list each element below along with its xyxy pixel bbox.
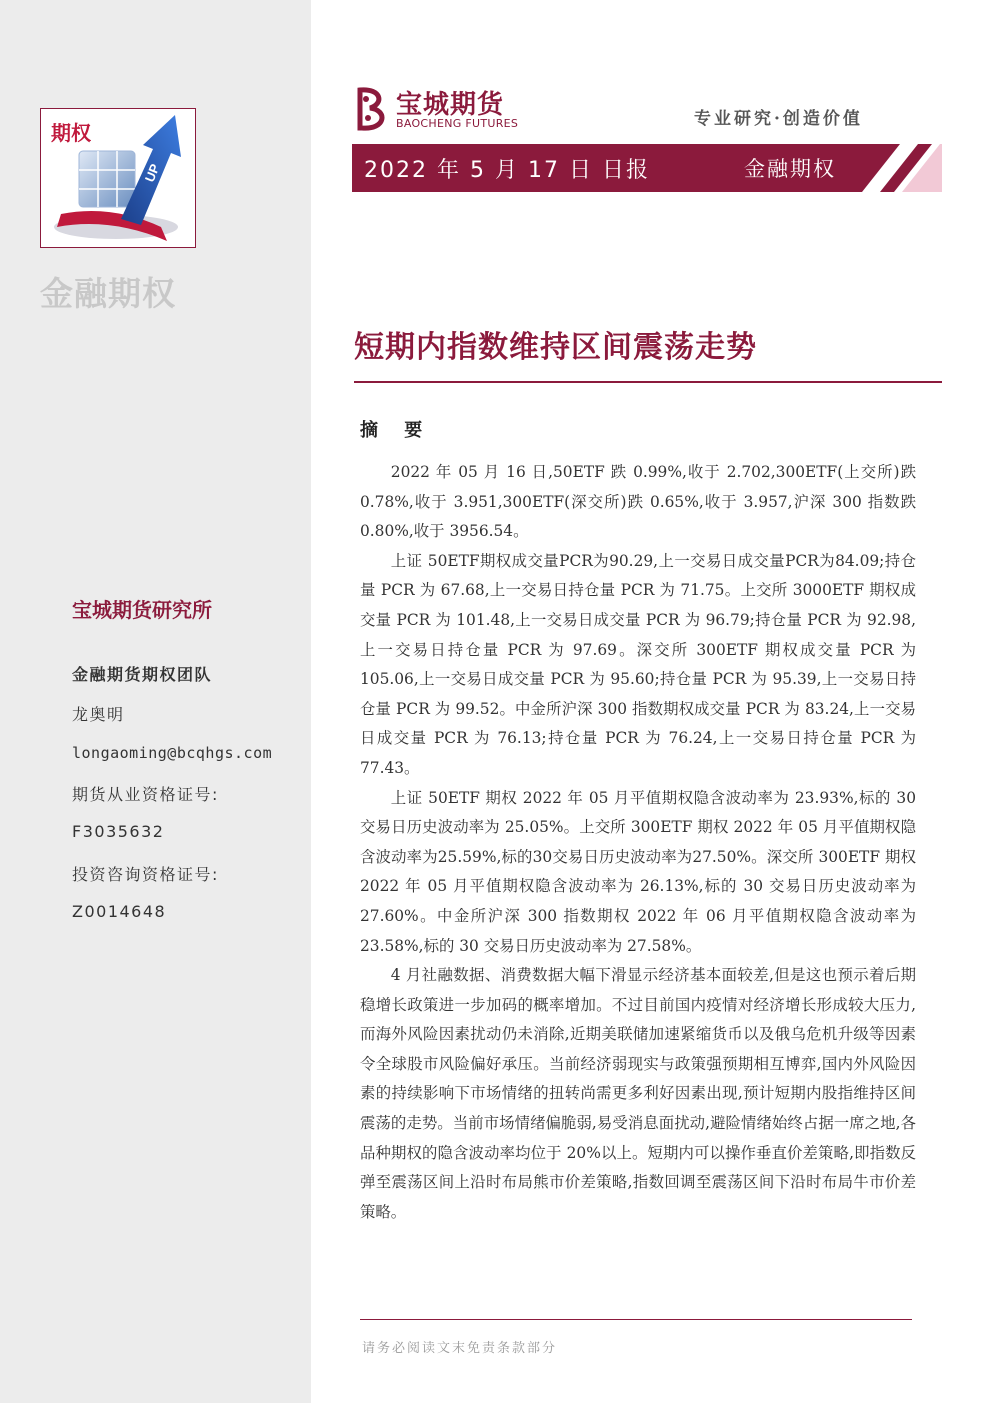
futures-cert-label: 期货从业资格证号: — [72, 785, 219, 804]
left-sidebar — [0, 0, 311, 1403]
paragraph: 4 月社融数据、消费数据大幅下滑显示经济基本面较差,但是这也预示着后期稳增长政策进一步加码的概率增加。不过目前国内疫情对经济增长形成较大压力,而海外风险因素扰动仍未消除,近期美联储加速紧缩货币以及俄乌危机升级等因素令全球股市风险偏好承压。当前经济弱现实与政策强预期相互博弈,国内外风险因素的持续影响下市场情绪的扭转尚需更多利好因素出现,预计短期内股指维持区间震荡的走势。当前市场情绪偏脆弱,易受消息面扰动,避险情绪始终占据一席之地,各品种期权的隐含波动率均位于 20%以上。短期内可以操作垂直价差策略,即指数反弹至震荡区间上沿时布局熊市价差策略,指数回调至震荡区间下沿时布局牛市价差策略。 — [360, 966, 916, 1221]
slogan: 专业研究·创造价值 — [694, 109, 863, 129]
brand-name: 宝城期货 — [396, 90, 505, 120]
analyst-email[interactable]: longaoming@bcqhgs.com — [72, 744, 273, 762]
title-divider — [354, 381, 942, 383]
institute-name: 宝城期货研究所 — [72, 598, 212, 622]
brand-b-icon — [354, 86, 392, 132]
analyst-name: 龙奥明 — [72, 705, 125, 724]
logo-options-label: 期权 — [51, 121, 91, 145]
report-category: 金融期权 — [744, 157, 836, 181]
date-band — [352, 144, 942, 192]
abstract-heading: 摘 要 — [360, 420, 433, 441]
sidebar-category: 金融期权 — [40, 274, 176, 313]
paragraph: 上证 50ETF期权成交量PCR为90.29,上一交易日成交量PCR为84.09;持仓量 PCR 为 67.68,上一交易日持仓量 PCR 为 71.75。上交所 3000ETF 期权成交量 PCR 为 101.48,上一交易日成交量 PCR 为 96.79;持仓量 PCR 为 92.98,上一交易日持仓量 PCR 为 97.69。深交所 300ETF 期权成交量 PCR 为 105.06,上一交易日成交量 PCR 为 95.60;持仓量 PCR 为 95.39,上一交易日持仓量 PCR 为 99.52。中金所沪深 300 指数期权成交量 PCR 为 83.24,上一交易日成交量 PCR 为 76.13;持仓量 PCR 为 76.24,上一交易日持仓量 PCR 为 77.43。 — [360, 551, 916, 777]
brand-english-name: BAOCHENG FUTURES — [396, 117, 519, 130]
futures-cert-number: F3035632 — [72, 822, 165, 841]
invest-cert-label: 投资咨询资格证号: — [72, 865, 219, 884]
footer-divider — [360, 1319, 912, 1320]
invest-cert-number: Z0014648 — [72, 902, 167, 921]
team-name: 金融期货期权团队 — [72, 665, 213, 684]
paragraph: 上证 50ETF 期权 2022 年 05 月平值期权隐含波动率为 23.93%,标的 30 交易日历史波动率为 25.05%。上交所 300ETF 期权 2022 年 05 月平值期权隐含波动率为25.59%,标的30交易日历史波动率为27.50%。深交所 300ETF 期权 2022 年 05 月平值期权隐含波动率为 26.13%,标的 30 交易日历史波动率为 27.60%。中金所沪深 300 指数期权 2022 年 06 月平值期权隐含波动率为 23.58%,标的 30 交易日历史波动率为 27.58%。 — [360, 788, 916, 955]
document-title: 短期内指数维持区间震荡走势 — [354, 330, 757, 365]
logo-up-text: UP — [141, 161, 163, 185]
paragraph: 2022 年 05 月 16 日,50ETF 跌 0.99%,收于 2.702,300ETF(上交所)跌 0.78%,收于 3.951,300ETF(深交所)跌 0.65%,收于 3.957,沪深 300 指数跌 0.80%,收于 3956.54。 — [360, 463, 916, 541]
brand-logo — [354, 84, 554, 134]
report-date: 2022 年 5 月 17 日 日报 — [364, 158, 650, 183]
disclaimer-note: 请务必阅读文末免责条款部分 — [362, 1341, 558, 1356]
options-logo-image — [40, 108, 196, 248]
abstract-body — [360, 458, 916, 1227]
